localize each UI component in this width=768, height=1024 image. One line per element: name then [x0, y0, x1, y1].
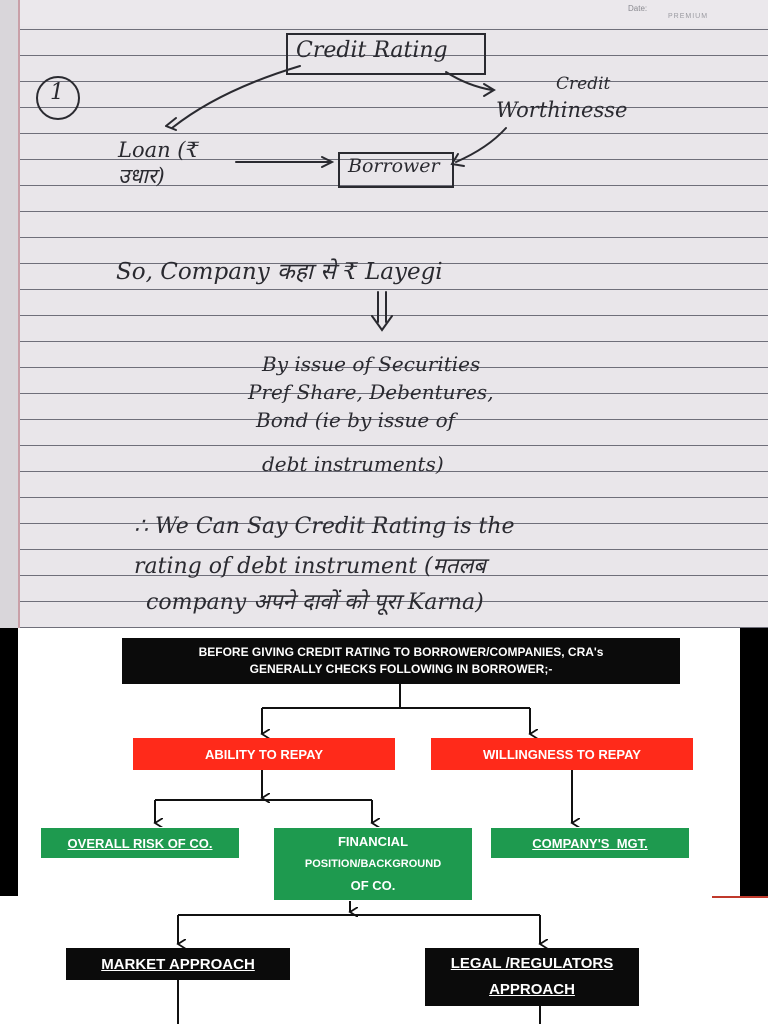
date-label: Date: [628, 4, 648, 13]
company-mgt-box [490, 827, 690, 859]
credit-worthiness-line-1: Credit [556, 74, 611, 94]
willingness-to-repay-box [431, 738, 693, 770]
issue-line-3: Bond (ie by issue of [256, 408, 456, 432]
credit-worthiness-line-2: Worthinesse [496, 98, 628, 122]
market-approach-label: MARKET APPROACH [101, 955, 255, 973]
notebook-title: Credit Rating [296, 38, 448, 63]
financial-line-1: FINANCIAL [337, 834, 409, 849]
legal-line-1: LEGAL /REGULATORS [450, 955, 614, 972]
issue-line-2: Pref Share, Debentures, [248, 380, 494, 404]
company-mgt-label: COMPANY'S MGT. [532, 835, 648, 851]
legal-regulators-box [425, 948, 639, 1006]
borrower-label: Borrower [348, 155, 440, 177]
heading-line-2: GENERALLY CHECKS FOLLOWING IN BORROWER;- [249, 662, 553, 676]
overall-risk-box [40, 827, 240, 859]
overall-risk-label: OVERALL RISK OF CO. [67, 835, 213, 851]
so-line: So, Company कहा से ₹ Layegi [116, 259, 443, 285]
issue-line-1: By issue of Securities [262, 352, 481, 376]
issue-line-4: debt instruments) [262, 452, 444, 476]
credit-rating-flowchart [0, 628, 768, 1024]
point-number: 1 [50, 80, 64, 105]
conclusion-line-2: rating of debt instrument (मतलब [134, 554, 486, 579]
ability-label: ABILITY TO REPAY [205, 746, 323, 762]
conclusion-line-3: company अपने दावों को पूरा Karna) [146, 590, 484, 615]
ability-to-repay-box [133, 738, 395, 770]
loan-line-1: Loan (₹ [118, 138, 199, 162]
financial-position-box [273, 827, 473, 901]
conclusion-line-1: ∴ We Can Say Credit Rating is the [134, 514, 515, 539]
flowchart-heading [122, 638, 680, 684]
brand-label: PREMIUM [668, 13, 709, 20]
market-approach-box [66, 948, 290, 980]
heading-line-1: BEFORE GIVING CREDIT RATING TO BORROWER/COMPANIES, CRA's [198, 645, 604, 659]
loan-line-2: उधार) [118, 164, 165, 188]
willingness-label: WILLINGNESS TO REPAY [483, 746, 641, 762]
arrow-worthiness-to-borrower [456, 128, 506, 162]
financial-line-2: POSITION/BACKGROUND [304, 858, 442, 870]
arrow-title-to-loan [172, 66, 300, 128]
legal-line-2: APPROACH [489, 981, 575, 998]
financial-line-3: OF CO. [350, 878, 396, 893]
down-arrow [378, 292, 386, 322]
